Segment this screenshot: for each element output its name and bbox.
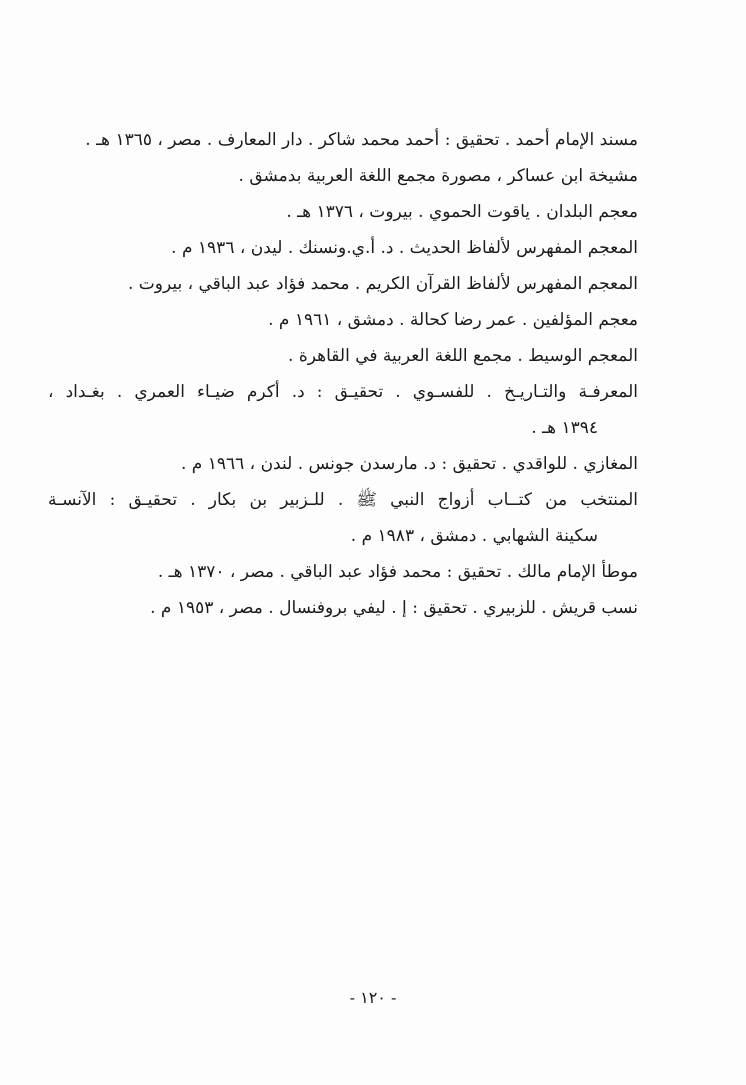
entry-text: معجم البلدان . ياقوت الحموي . بيروت ، ١٣٧٦ هـ . — [286, 202, 638, 222]
entry-text: المعرفـة والتـاريـخ . للفسـوي . تحقيـق : د. أكرم ضيـاء العمري . بغـداد ، — [48, 382, 638, 402]
bibliography-entry — [48, 266, 638, 302]
entry-text: مشيخة ابن عساكر ، مصورة مجمع اللغة العربية بدمشق . — [238, 166, 638, 186]
entry-text: معجم المؤلفين . عمر رضا كحالة . دمشق ، ١٩٦١ م . — [268, 310, 638, 330]
entry-text: نسب قريش . للزبيري . تحقيق : إ . ليفي بروفنسال . مصر ، ١٩٥٣ م . — [150, 598, 638, 618]
entry-text: المعجم المفهرس لألفاظ الحديث . د. أ.ي.ونسنك . ليدن ، ١٩٣٦ م . — [171, 238, 638, 258]
bibliography-entry — [48, 482, 638, 554]
bibliography-entry — [48, 158, 638, 194]
entry-continuation: ١٣٩٤ هـ . — [531, 418, 598, 438]
bibliography-list — [48, 122, 638, 626]
bibliography-entry — [48, 554, 638, 590]
entry-text: موطأ الإمام مالك . تحقيق : محمد فؤاد عبد الباقي . مصر ، ١٣٧٠ هـ . — [157, 562, 638, 582]
entry-text: المغازي . للواقدي . تحقيق : د. مارسدن جونس . لندن ، ١٩٦٦ م . — [181, 454, 638, 474]
bibliography-entry — [48, 374, 638, 446]
entry-text: المعجم المفهرس لألفاظ القرآن الكريم . محمد فؤاد عبد الباقي ، بيروت . — [127, 274, 638, 294]
bibliography-entry — [48, 194, 638, 230]
bibliography-entry — [48, 230, 638, 266]
bibliography-entry — [48, 590, 638, 626]
bibliography-entry — [48, 122, 638, 158]
page-number: - ١٢٠ - — [349, 988, 397, 1007]
entry-continuation: سكينة الشهابي . دمشق ، ١٩٨٣ م . — [350, 526, 598, 546]
entry-text: المنتخب من كتــاب أزواج النبي ﷺ . للـزبير بن بكار . تحقيـق : الآنسـة — [48, 490, 638, 510]
entry-text: المعجم الوسيط . مجمع اللغة العربية في القاهرة . — [288, 346, 638, 366]
bibliography-entry — [48, 302, 638, 338]
entry-text: مسند الإمام أحمد . تحقيق : أحمد محمد شاكر . دار المعارف . مصر ، ١٣٦٥ هـ . — [85, 130, 638, 150]
bibliography-entry — [48, 446, 638, 482]
bibliography-entry — [48, 338, 638, 374]
